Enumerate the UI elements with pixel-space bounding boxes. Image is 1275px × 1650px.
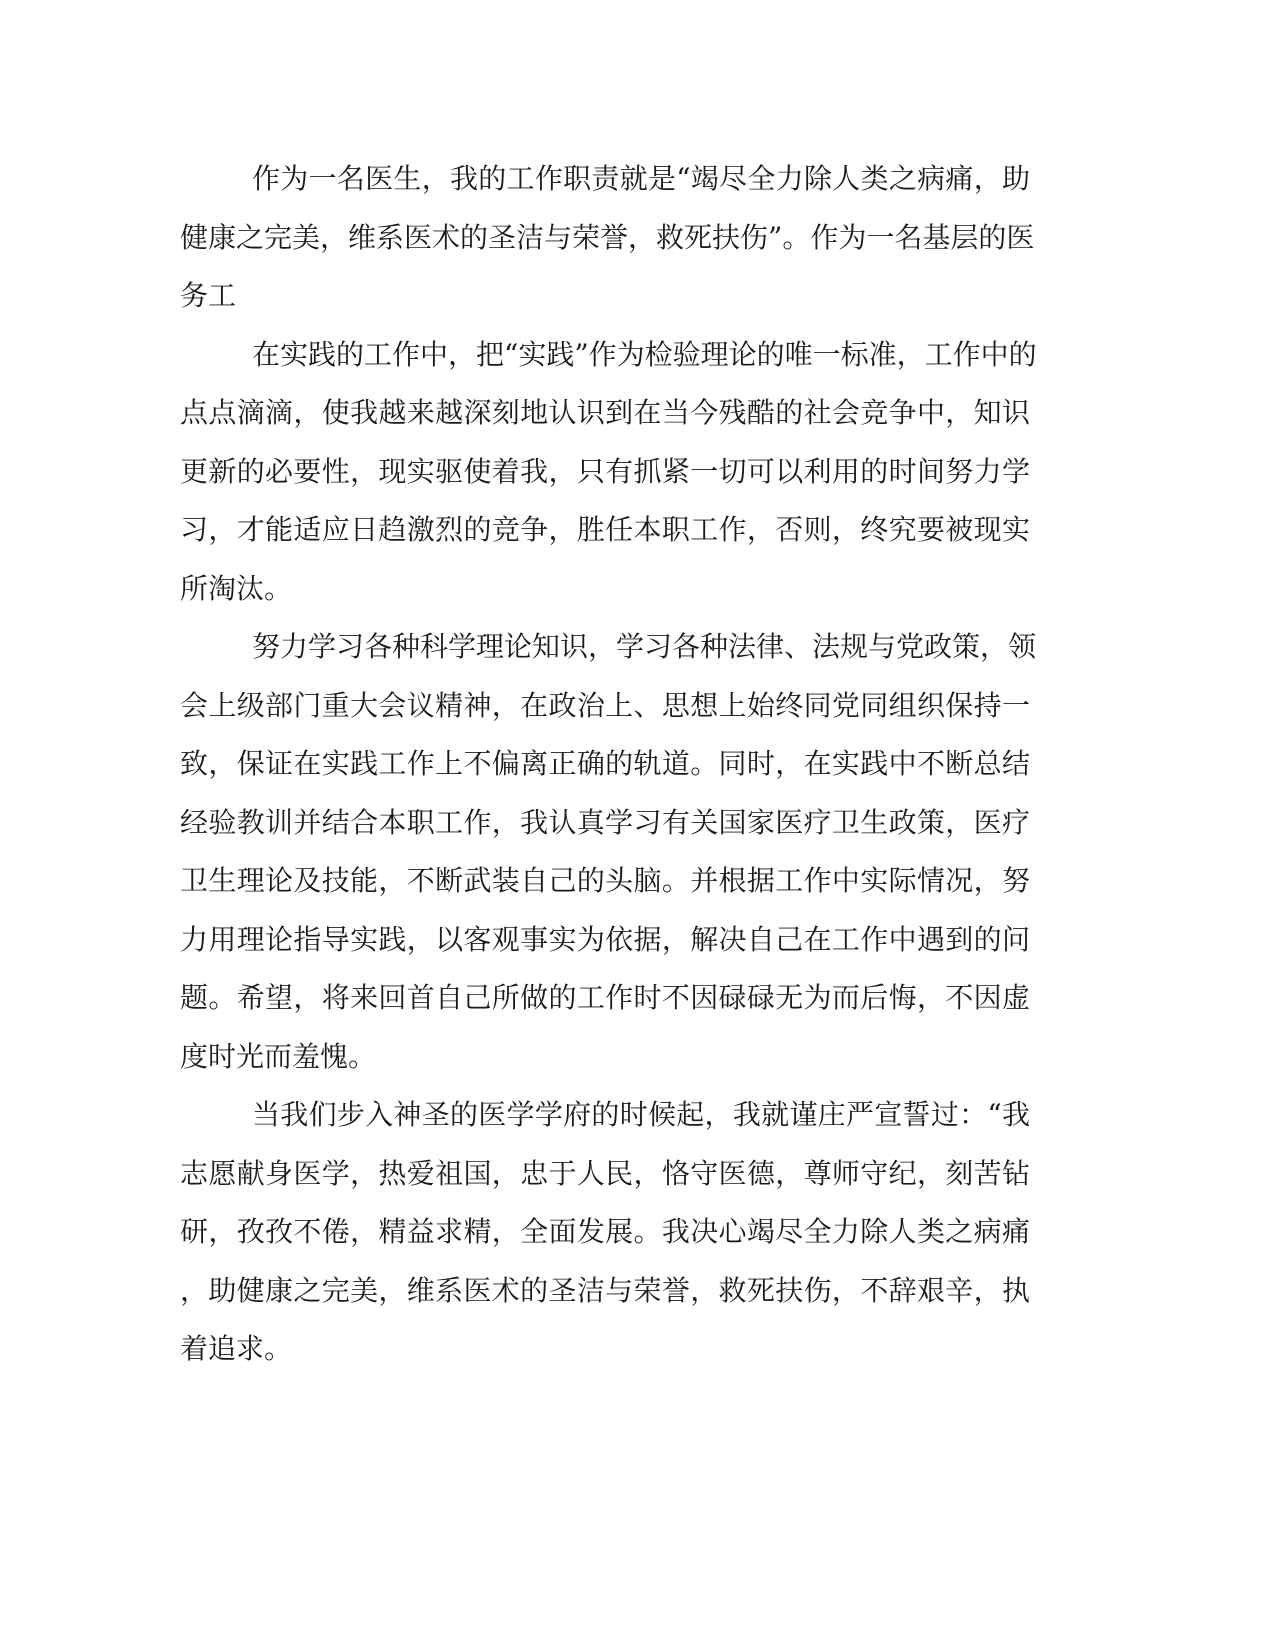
text-line: 所淘汰。 [180, 571, 293, 605]
text-line: 力用理论指导实践，以客观事实为依据，解决自己在工作中遇到的问 [180, 922, 1030, 956]
paragraph-4 [180, 1086, 1030, 1379]
text-line: 题。希望，将来回首自己所做的工作时不因碌碌无为而后悔，不因虚 [180, 981, 1030, 1014]
paragraph-3 [180, 618, 1037, 1086]
text-line: 习，才能适应日趋激烈的竞争，胜任本职工作，否则，终究要被现实 [180, 513, 1030, 546]
text-line: 努力学习各种科学理论知识，学习各种法律、法规与党政策，领 [252, 630, 1037, 663]
text-line: 当我们步入神圣的医学学府的时候起，我就谨庄严宣誓过：“我 [252, 1098, 1030, 1131]
paragraph-2 [180, 326, 1037, 619]
text-line: 在实践的工作中，把“实践”作为检验理论的唯一标准，工作中的 [252, 337, 1037, 371]
text-line: 健康之完美，维系医术的圣洁与荣誉，救死扶伤”。作为一名基层的医 [180, 220, 1035, 254]
text-line: 会上级部门重大会议精神，在政治上、思想上始终同党同组织保持一 [180, 688, 1030, 722]
text-line: 更新的必要性，现实驱使着我，只有抓紧一切可以利用的时间努力学 [180, 454, 1030, 488]
text-line: 作为一名医生，我的工作职责就是“竭尽全力除人类之病痛，助 [252, 162, 1030, 195]
text-line: 经验教训并结合本职工作，我认真学习有关国家医疗卫生政策，医疗 [180, 805, 1030, 839]
paragraph-1 [180, 150, 1035, 326]
text-line: 度时光而羞愧。 [180, 1039, 377, 1073]
text-line: 点点滴滴，使我越来越深刻地认识到在当今残酷的社会竞争中，知识 [180, 396, 1030, 429]
text-line: 卫生理论及技能，不断武装自己的头脑。并根据工作中实际情况，努 [180, 864, 1030, 897]
text-line: 致，保证在实践工作上不偏离正确的轨道。同时，在实践中不断总结 [180, 747, 1030, 780]
text-line: 务工 [180, 279, 237, 312]
text-line: ，助健康之完美，维系医术的圣洁与荣誉，救死扶伤，不辞艰辛，执 [180, 1273, 1030, 1307]
text-line: 研，孜孜不倦，精益求精，全面发展。我决心竭尽全力除人类之病痛 [180, 1215, 1030, 1248]
text-line: 志愿献身医学，热爱祖国，忠于人民，恪守医德，尊师守纪，刻苦钻 [180, 1156, 1030, 1190]
document-page [180, 150, 1037, 1379]
text-line: 着追求。 [180, 1332, 293, 1365]
